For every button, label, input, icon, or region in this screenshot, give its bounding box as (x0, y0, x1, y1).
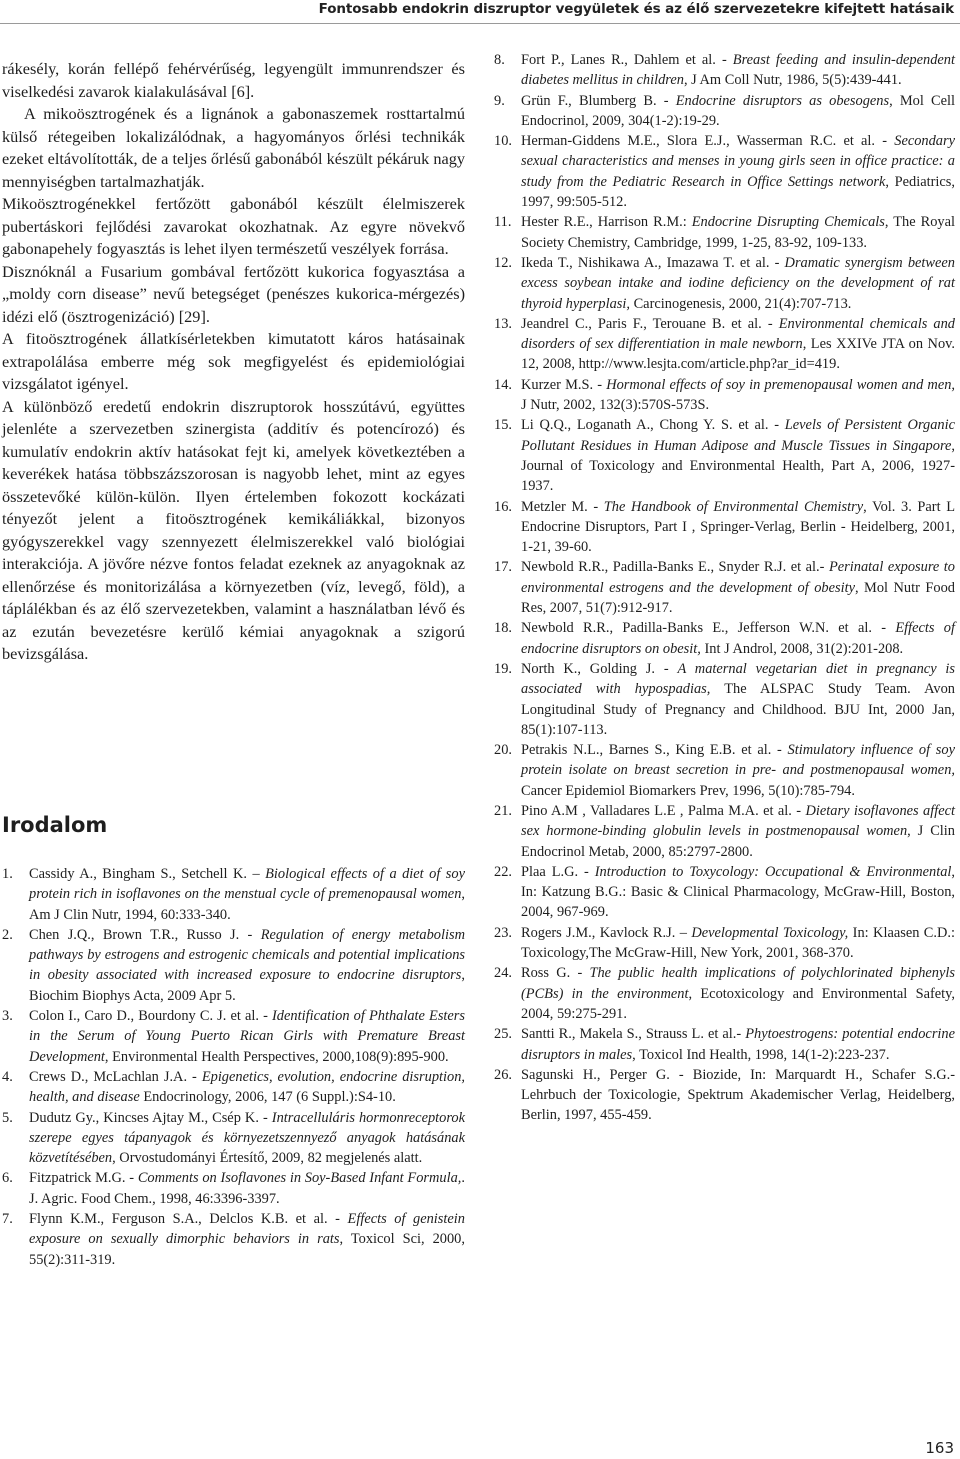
body-paragraph: Mikoösztrogénekkel fertőzött gabonából készült élelmiszerek pubertáskori fejlődési zavarokat okozhatnak. Az egyre növekvő gabonapehely fogyasztás is lehet ilyen természetű veszélyek forrása. (2, 194, 465, 258)
reference-item (494, 557, 955, 618)
reference-title: Dramatic synergism between excess soybean intake and iodine deficiency on the development of rat thyroid hyperplasi, (521, 254, 955, 312)
reference-item (494, 862, 955, 923)
reference-title: Environmental chemicals and disorders of sex differentiation in male newborn (521, 315, 955, 353)
reference-number: 18. (494, 620, 512, 637)
reference-number: 8. (494, 52, 505, 68)
reference-source: , Toxicol Sci, 2000, 55(2):311-319. (29, 1231, 465, 1268)
body-paragraph: A fitoösztrogének állatkísérletekben kimutatott káros hatásainak extrapolálása emberre még sok megfigyelést és epidemiológiai vizsgálatot igényel. (2, 329, 465, 393)
reference-title: Breast feeding and insulin-dependent diabetes mellitus in children (521, 52, 955, 89)
reference-authors: Cassidy A., Bingham S., Setchell K. – (29, 866, 266, 882)
reference-authors: Jeandrel C., Paris F., Terouane B. et al. - (521, 315, 779, 332)
running-header-title: Fontosabb endokrin diszruptor vegyületek és az élő szervezetekre kifejtett hatásaik (318, 1, 954, 17)
reference-source: , In: Katzung B.G.: Basic & Clinical Pharmacology, McGraw-Hill, Boston, 2004, 967-969. (521, 863, 955, 921)
reference-title: Endocrine disruptors as obesogens (675, 92, 890, 109)
reference-item (494, 1065, 955, 1126)
reference-number: 5. (2, 1109, 13, 1126)
body-text-column (2, 58, 465, 666)
reference-title: Perinatal exposure to environmental estrogens and the development of obesity (521, 559, 955, 596)
reference-title: Comments on Isoflavones in Soy-Based Infant Formula, (137, 1170, 462, 1187)
reference-authors: North K., Golding J. - (521, 660, 678, 677)
reference-item (494, 50, 955, 91)
reference-title: Levels of Persistent Organic Pollutant Residues in Human Adipose and Muscle Tissues in Singapore (521, 417, 955, 454)
reference-authors: Chen J.Q., Brown T.R., Russo J. - (29, 926, 261, 943)
reference-item (494, 801, 955, 862)
reference-source: J Nutr, 2002, 132(3):570S-573S. (521, 397, 710, 414)
reference-item (494, 91, 955, 132)
reference-authors: Newbold R.R., Padilla-Banks E., Jefferson W.N. et al. - (521, 620, 896, 637)
reference-item (494, 740, 955, 801)
reference-source: , Vol. 3. Part L Endocrine Disruptors, Part I , Springer-Verlag, Berlin - Heidelberg, 2001, 1-21, 39-60. (521, 498, 956, 556)
reference-title: Phytoestrogens: potential endocrine disruptors in males (521, 1026, 955, 1063)
reference-source: , J Am Coll Nutr, 1986, 5(5):439-441. (683, 72, 902, 89)
reference-authors: Fitzpatrick M.G. - (29, 1170, 138, 1187)
reference-number: 26. (494, 1066, 512, 1083)
reference-source: In: Klaasen C.D.: Toxicology,The McGraw-Hill, New York, 2001, 368-370. (521, 924, 955, 962)
reference-number: 17. (494, 559, 512, 576)
reference-number: 20. (494, 742, 512, 759)
body-paragraph: A mikoösztrogének és a lignánok a gabonaszemek rosttartalmú külső rétegeiben lokalizálódnak, a hagyományos őrlési technikák ezeket eltávolították, de a teljes őrlésű gabonából készült pékáruk nagy mennyiségben tartalmazhatják. (2, 104, 465, 191)
reference-source: Carcinogenesis, 2000, 21(4):707-713. (629, 295, 852, 312)
reference-number: 19. (494, 660, 512, 677)
reference-number: 15. (494, 417, 512, 434)
reference-item (2, 1108, 465, 1169)
reference-item (494, 923, 955, 964)
reference-item (2, 864, 465, 925)
reference-source: . J. Agric. Food Chem., 1998, 46:3396-3397. (29, 1170, 466, 1207)
reference-number: 12. (494, 254, 512, 271)
reference-source: , The Royal Society Chemistry, Cambridge, 1999, 1-25, 83-92, 109-133. (521, 214, 955, 251)
reference-source: , Mol Nutr Food Res, 2007, 51(7):912-917. (521, 579, 955, 617)
reference-number: 24. (494, 965, 512, 982)
reference-title: Identification of Phthalate Esters in the Serum of Young Puerto Rican Girls with Premature Breast Development (29, 1008, 465, 1065)
reference-authors: Sagunski H., Perger G. - Biozide, In: Marquardt H., Schafer S.G.- Lehrbuch der Toxicologie, Spektrum Akademischer Verlag, Heidelberg, Berlin, 1997, 455-459. (521, 1066, 955, 1124)
reference-source: , Journal of Toxicology and Environmental Health, Part A, 2006, 1927-1937. (521, 437, 955, 495)
reference-list-left (2, 864, 465, 1270)
reference-authors: Ross G. - (521, 965, 590, 982)
reference-source: The ALSPAC Study Team. Avon Longitudinal Study of Pregnancy and Childhood. BJU Int, 2000 Jan, 85(1):107-113. (521, 681, 955, 738)
reference-authors: Fort P., Lanes R., Dahlem et al. - (521, 52, 733, 68)
reference-authors: Crews D., McLachlan J.A. - (29, 1068, 202, 1085)
reference-authors: Li Q.Q., Loganath A., Chong Y. S. et al. - (521, 417, 785, 434)
reference-source: , Environmental Health Perspectives, 2000,108(9):895-900. (104, 1048, 449, 1065)
reference-item (2, 1006, 465, 1067)
reference-item (494, 415, 955, 496)
reference-number: 13. (494, 315, 512, 332)
reference-title: Regulation of energy metabolism pathways by estrogens and estrogenic chemicals and potential implications in obesity associated with increased exposure to endocrine disruptors (29, 926, 465, 984)
reference-title: Biological effects of a diet of soy protein rich in isoflavones on the menstual cycle of premenopausal women (29, 866, 465, 903)
reference-item (494, 131, 955, 212)
reference-item (494, 1024, 955, 1065)
reference-number: 14. (494, 376, 512, 393)
reference-authors: Petrakis N.L., Barnes S., King E.B. et al. - (521, 742, 788, 759)
reference-list-right (494, 50, 955, 1126)
reference-title: A maternal vegetarian diet in pregnancy is associated with hypospadias, (521, 660, 956, 698)
reference-item (494, 497, 955, 558)
reference-title: Secondary sexual characteristics and menses in young girls seen in office practice: a study from the Pediatric Research in Office Settings network (521, 133, 955, 190)
reference-authors: Hester R.E., Harrison R.M.: (521, 214, 692, 231)
reference-title: The public health implications of polychlorinated biphenyls (PCBs) in the environment (521, 965, 955, 1002)
reference-item (2, 1067, 465, 1108)
reference-item (494, 618, 955, 659)
reference-authors: Rogers J.M., Kavlock R.J. – (521, 924, 692, 941)
reference-number: 21. (494, 802, 512, 819)
reference-item (494, 375, 955, 416)
body-paragraph: rákesély, korán fellépő fehérvérűség, legyengült immunrendszer és viselkedési zavarok kialakulásával [6]. (2, 59, 465, 101)
reference-number: 22. (494, 863, 512, 880)
reference-title: Stimulatory influence of soy protein isolate on breast secretion in pre- and postmenopausal women, (521, 742, 955, 779)
body-paragraph: A különböző eredetű endokrin diszruptorok hosszútávú, együttes jelenléte a szervezetben szinergista (additív és potencírozó) és kumulatív endokrin aktív hatásokat fejt ki, amelyek következtében a keverékek hatása többszázszorosan is nagyobb lehet, mint az egyes összetevőké külön-külön. Ilyen értelemben fokozott kockázati tényezőt jelent a fitoösztrogének kemikáliákkal, bizonyos gyógyszerekkel vagy szennyezett élelmiszerekkel való biológiai interakciója. A jövőre nézve fontos feladat ezeknek az anyagoknak az ellenőrzése és monitorizálása a környezetben (víz, levegő, föld), a táplálékban és az élő szervezetekben, valamint a használatban lévő és az ezután bevezetésre kerülő kémiai anyagoknak a szigorú bevizsgálása. (2, 396, 465, 663)
reference-title: Effects of genistein exposure on sexually dimorphic behaviors in rats (29, 1211, 465, 1248)
reference-source: , Les XXIVe JTA on Nov. 12, 2008, http://www.lesjta.com/article.php?ar_id=419. (521, 336, 955, 373)
reference-source: , Ecotoxicology and Environmental Safety, 2004, 59:275-291. (521, 985, 955, 1022)
reference-authors: Santti R., Makela S., Strauss L. et al.- (521, 1026, 746, 1043)
reference-authors: Plaa L.G. - (521, 863, 595, 880)
reference-source: Endocrinology, 2006, 147 (6 Suppl.):S4-10. (139, 1089, 396, 1106)
reference-source: Int J Androl, 2008, 31(2):201-208. (700, 640, 904, 657)
body-paragraph: Disznóknál a Fusarium gombával fertőzött kukorica fogyasztása a „moldy corn disease” nevű betegséget (penészes kukorica-mérgezés) idézi elő (ösztrogenizáció) [29]. (2, 261, 465, 326)
reference-title: Intracelluláris hormonreceptorok szerepe egyes tápanyagok és környezetszennyező anyagok hatásának közvetítésében (29, 1109, 465, 1167)
header-divider (0, 23, 960, 24)
reference-number: 3. (2, 1008, 13, 1025)
reference-authors: Kurzer M.S. - (521, 376, 607, 393)
reference-number: 6. (2, 1170, 13, 1187)
reference-title: Dietary isoflavones affect sex hormone-binding globulin levels in postmenopausal women (521, 802, 956, 840)
reference-authors: Flynn K.M., Ferguson S.A., Delclos K.B. et al. - (29, 1211, 348, 1228)
reference-number: 1. (2, 866, 13, 882)
reference-authors: Colon I., Caro D., Bourdony C. J. et al. - (29, 1008, 272, 1025)
reference-authors: Pino A.M , Valladares L.E , Palma M.A. et al. - (521, 802, 806, 819)
reference-number: 25. (494, 1026, 512, 1043)
reference-title: Effects of endocrine disruptors on obesit, (521, 620, 955, 657)
reference-title: Developmental Toxicology, (691, 924, 849, 941)
reference-authors: Newbold R.R., Padilla-Banks E., Snyder R.J. et al.- (521, 559, 829, 576)
reference-number: 9. (494, 92, 505, 109)
reference-item (2, 1168, 465, 1209)
reference-authors: Metzler M. - (521, 498, 604, 515)
reference-source: , Biochim Biophys Acta, 2009 Apr 5. (29, 967, 465, 1004)
reference-authors: Dudutz Gy., Kincses Ajtay M., Csép K. - (29, 1109, 272, 1126)
reference-title: Endocrine Disrupting Chemicals (691, 214, 885, 231)
reference-number: 11. (494, 214, 512, 231)
reference-source: , Pediatrics, 1997, 99:505-512. (521, 173, 955, 211)
reference-source: , Am J Clin Nutr, 1994, 60:333-340. (29, 886, 465, 923)
reference-item (494, 314, 955, 375)
reference-title: Introduction to Toxycology: Occupational & Environmental (594, 863, 952, 880)
reference-number: 2. (2, 926, 13, 943)
reference-source: , Mol Cell Endocrinol, 2009, 304(1-2):19-29. (521, 92, 956, 129)
reference-item (494, 253, 955, 314)
reference-item (494, 659, 955, 740)
reference-authors: Herman-Giddens M.E., Slora E.J., Wasserman R.C. et al. - (521, 133, 895, 150)
reference-title: Hormonal effects of soy in premenopausal women and men, (606, 376, 955, 393)
running-header (0, 0, 960, 22)
reference-authors: Grün F., Blumberg B. - (521, 92, 676, 109)
reference-number: 16. (494, 498, 512, 515)
reference-item (2, 925, 465, 1006)
reference-number: 4. (2, 1068, 13, 1085)
reference-number: 23. (494, 924, 512, 941)
reference-source: , Orvostudományi Értesítő, 2009, 82 megjelenés alatt. (112, 1150, 423, 1167)
page-number: 163 (925, 1439, 954, 1457)
reference-item (494, 963, 955, 1024)
reference-source: , Toxicol Ind Health, 1998, 14(1-2):223-237. (632, 1046, 890, 1063)
reference-title: The Handbook of Environmental Chemistry (603, 498, 864, 515)
reference-item (494, 212, 955, 253)
reference-number: 10. (494, 133, 512, 150)
reference-source: Cancer Epidemiol Biomarkers Prev, 1996, 5(10):785-794. (521, 782, 855, 799)
reference-authors: Ikeda T., Nishikawa A., Imazawa T. et al. - (521, 254, 785, 271)
reference-number: 7. (2, 1211, 13, 1228)
reference-source: , J Clin Endocrinol Metab, 2000, 85:2797-2800. (521, 823, 955, 860)
reference-title: Epigenetics, evolution, endocrine disruption, health, and disease (29, 1068, 465, 1106)
references-heading: Irodalom (2, 813, 108, 837)
reference-item (2, 1209, 465, 1270)
